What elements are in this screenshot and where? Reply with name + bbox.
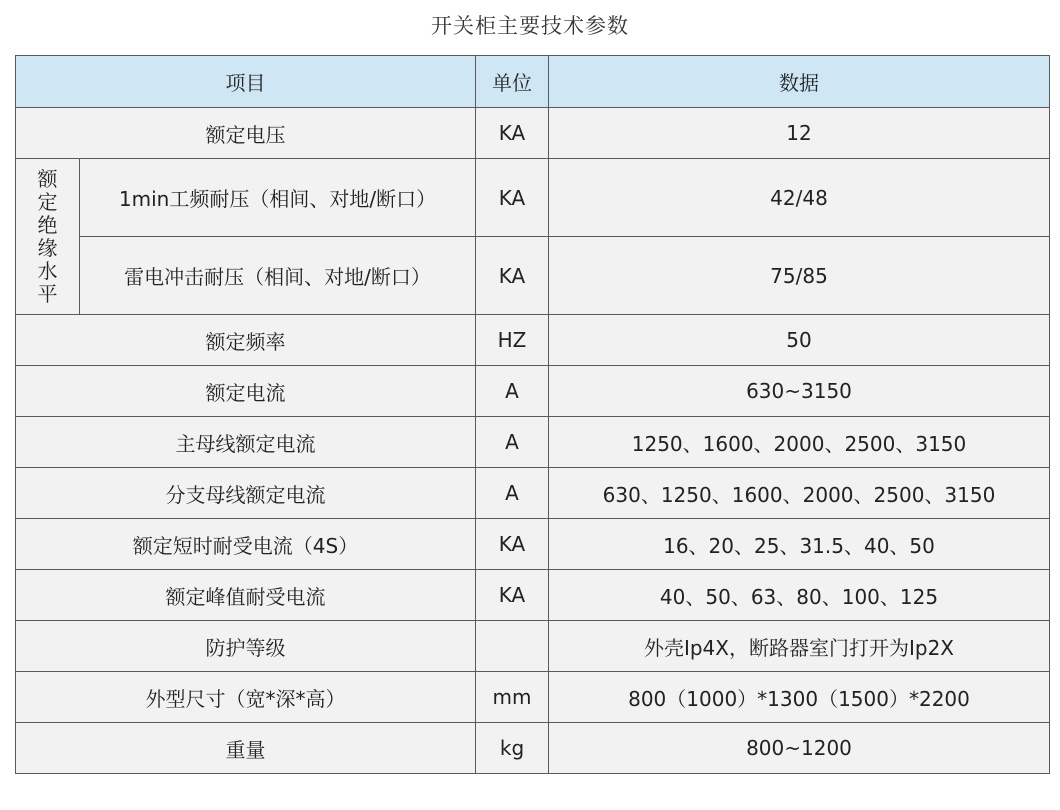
row-unit: kg — [476, 723, 549, 774]
table-row — [16, 366, 1050, 417]
table-row — [16, 108, 1050, 159]
row-value: 800（1000）*1300（1500）*2200 — [549, 672, 1050, 723]
header-unit: 单位 — [476, 56, 549, 108]
row-value: 75/85 — [549, 237, 1050, 315]
row-value: 1250、1600、2000、2500、3150 — [549, 417, 1050, 468]
row-unit: A — [476, 468, 549, 519]
table-title: 开关柜主要技术参数 — [431, 14, 629, 38]
table-row — [16, 519, 1050, 570]
header-row — [16, 56, 1050, 108]
row-unit: KA — [476, 570, 549, 621]
header-item: 项目 — [16, 56, 476, 108]
row-item: 1min工频耐压（相间、对地/断口） — [80, 159, 476, 237]
row-item: 额定频率 — [16, 315, 476, 366]
row-item: 雷电冲击耐压（相间、对地/断口） — [80, 237, 476, 315]
spec-table — [15, 55, 1050, 774]
row-value: 16、20、25、31.5、40、50 — [549, 519, 1050, 570]
row-unit: KA — [476, 159, 549, 237]
table-row — [16, 621, 1050, 672]
row-value: 630~3150 — [549, 366, 1050, 417]
row-item: 额定峰值耐受电流 — [16, 570, 476, 621]
row-unit: KA — [476, 108, 549, 159]
row-item: 重量 — [16, 723, 476, 774]
row-item: 防护等级 — [16, 621, 476, 672]
table-row — [16, 159, 1050, 237]
row-unit: mm — [476, 672, 549, 723]
table-row — [16, 468, 1050, 519]
row-unit: HZ — [476, 315, 549, 366]
table-row — [16, 570, 1050, 621]
row-item: 分支母线额定电流 — [16, 468, 476, 519]
row-value: 40、50、63、80、100、125 — [549, 570, 1050, 621]
insulation-level-group-label: 额 定 绝 缘 水 平 — [16, 159, 80, 315]
table-row — [16, 723, 1050, 774]
table-row — [16, 237, 1050, 315]
row-value: 800~1200 — [549, 723, 1050, 774]
row-value: 42/48 — [549, 159, 1050, 237]
row-item: 额定短时耐受电流（4S） — [16, 519, 476, 570]
row-unit: A — [476, 417, 549, 468]
row-unit: KA — [476, 519, 549, 570]
row-value: 外壳Ip4X，断路器室门打开为Ip2X — [549, 621, 1050, 672]
table-row — [16, 672, 1050, 723]
table-row — [16, 417, 1050, 468]
row-item: 主母线额定电流 — [16, 417, 476, 468]
row-value: 630、1250、1600、2000、2500、3150 — [549, 468, 1050, 519]
row-value: 12 — [549, 108, 1050, 159]
row-unit: A — [476, 366, 549, 417]
table-row — [16, 315, 1050, 366]
row-unit: KA — [476, 237, 549, 315]
row-item: 额定电流 — [16, 366, 476, 417]
row-unit — [476, 621, 549, 672]
row-value: 50 — [549, 315, 1050, 366]
header-data: 数据 — [549, 56, 1050, 108]
row-item: 额定电压 — [16, 108, 476, 159]
row-item: 外型尺寸（宽*深*高） — [16, 672, 476, 723]
